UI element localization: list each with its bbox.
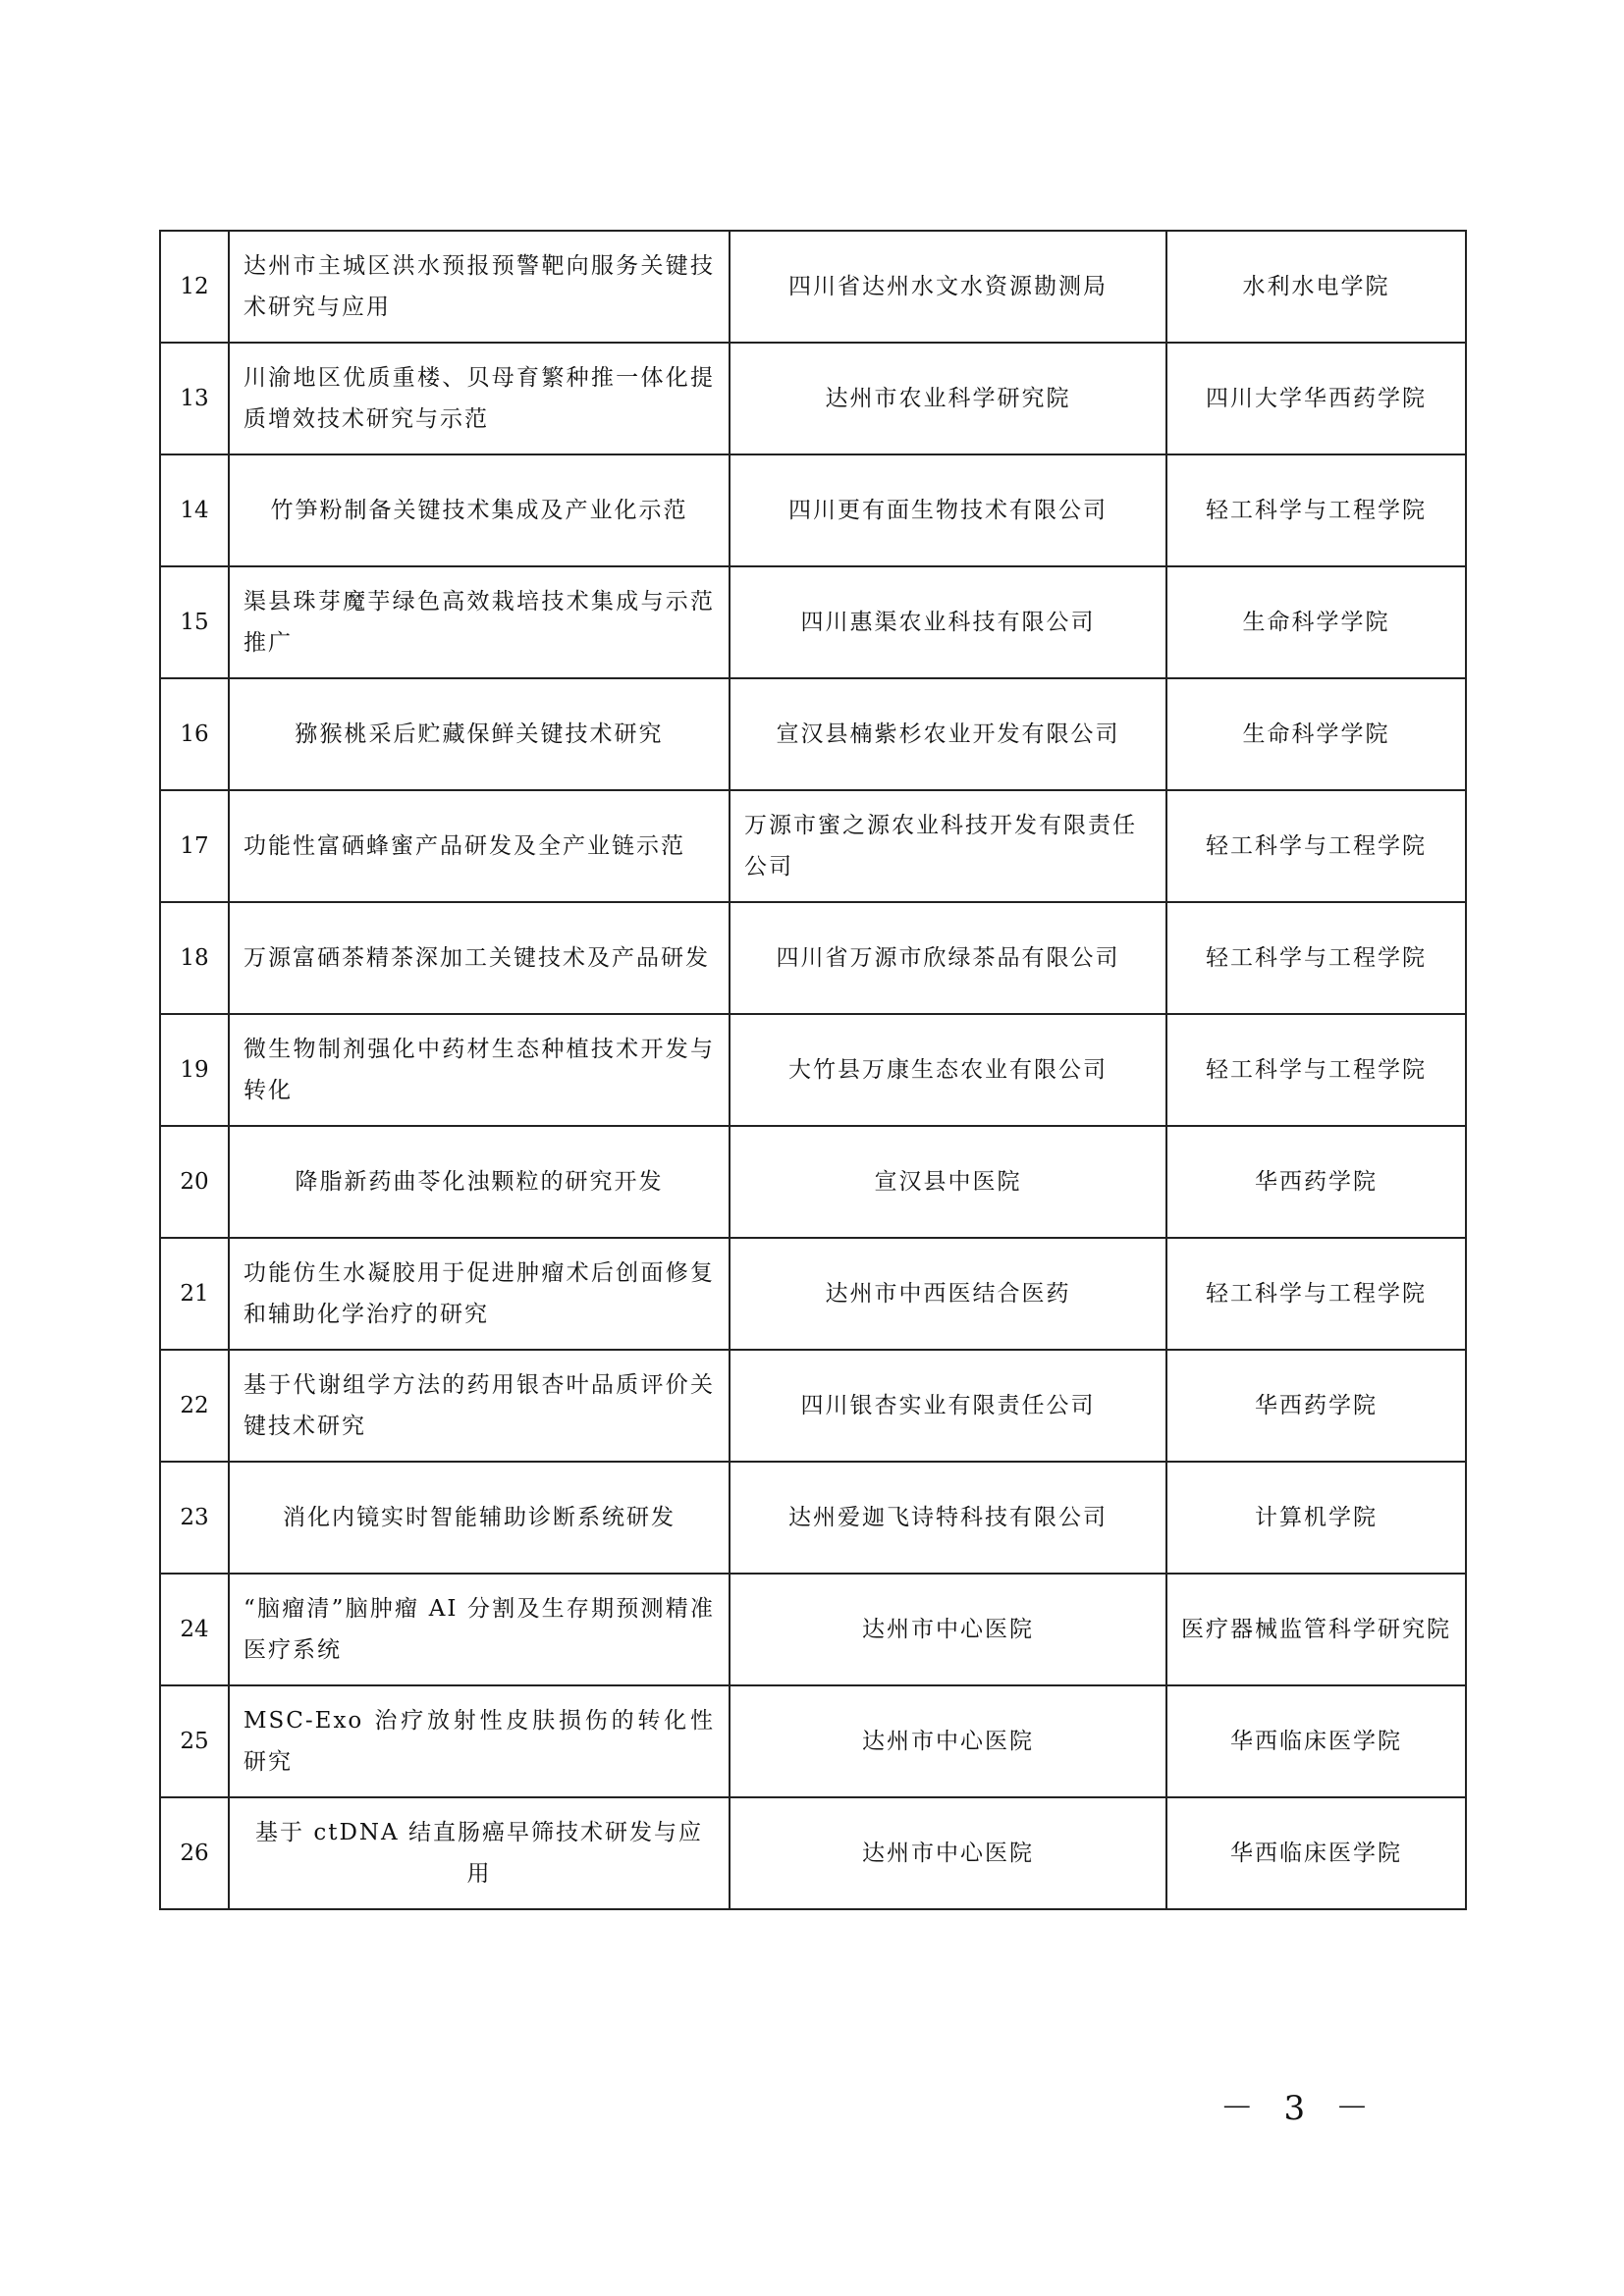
row-number: 24	[160, 1574, 229, 1685]
cooperating-unit: 万源市蜜之源农业科技开发有限责任公司	[730, 790, 1166, 902]
college: 华西临床医学院	[1166, 1685, 1466, 1797]
college: 医疗器械监管科学研究院	[1166, 1574, 1466, 1685]
table-row	[160, 1574, 1466, 1685]
table-row	[160, 1126, 1466, 1238]
project-table	[159, 230, 1467, 1910]
table-row	[160, 566, 1466, 678]
table-row	[160, 454, 1466, 566]
row-number: 20	[160, 1126, 229, 1238]
project-title: 消化内镜实时智能辅助诊断系统研发	[229, 1462, 730, 1574]
project-title: “脑瘤清”脑肿瘤 AI 分割及生存期预测精准医疗系统	[229, 1574, 730, 1685]
table-row	[160, 1797, 1466, 1909]
table-row	[160, 231, 1466, 343]
row-number: 14	[160, 454, 229, 566]
cooperating-unit: 达州市中西医结合医药	[730, 1238, 1166, 1350]
table-row	[160, 1014, 1466, 1126]
project-title: 基于 ctDNA 结直肠癌早筛技术研发与应用	[229, 1797, 730, 1909]
college: 华西药学院	[1166, 1350, 1466, 1462]
project-title: 渠县珠芽魔芋绿色高效栽培技术集成与示范推广	[229, 566, 730, 678]
college: 轻工科学与工程学院	[1166, 454, 1466, 566]
college: 生命科学学院	[1166, 566, 1466, 678]
project-title: MSC-Exo 治疗放射性皮肤损伤的转化性研究	[229, 1685, 730, 1797]
row-number: 23	[160, 1462, 229, 1574]
table-row	[160, 1350, 1466, 1462]
row-number: 18	[160, 902, 229, 1014]
college: 轻工科学与工程学院	[1166, 790, 1466, 902]
project-title: 降脂新药曲苓化浊颗粒的研究开发	[229, 1126, 730, 1238]
table-row	[160, 1685, 1466, 1797]
cooperating-unit: 四川惠渠农业科技有限公司	[730, 566, 1166, 678]
row-number: 21	[160, 1238, 229, 1350]
college: 生命科学学院	[1166, 678, 1466, 790]
row-number: 19	[160, 1014, 229, 1126]
table-row	[160, 790, 1466, 902]
row-number: 15	[160, 566, 229, 678]
college: 华西临床医学院	[1166, 1797, 1466, 1909]
table-row	[160, 902, 1466, 1014]
project-title: 川渝地区优质重楼、贝母育繁种推一体化提质增效技术研究与示范	[229, 343, 730, 454]
cooperating-unit: 宣汉县楠紫杉农业开发有限公司	[730, 678, 1166, 790]
college: 轻工科学与工程学院	[1166, 1238, 1466, 1350]
row-number: 16	[160, 678, 229, 790]
project-title: 微生物制剂强化中药材生态种植技术开发与转化	[229, 1014, 730, 1126]
cooperating-unit: 四川省万源市欣绿茶品有限公司	[730, 902, 1166, 1014]
project-title: 达州市主城区洪水预报预警靶向服务关键技术研究与应用	[229, 231, 730, 343]
project-title: 猕猴桃采后贮藏保鲜关键技术研究	[229, 678, 730, 790]
row-number: 17	[160, 790, 229, 902]
college: 水利水电学院	[1166, 231, 1466, 343]
row-number: 26	[160, 1797, 229, 1909]
project-title: 功能性富硒蜂蜜产品研发及全产业链示范	[229, 790, 730, 902]
table-row	[160, 1238, 1466, 1350]
project-title: 基于代谢组学方法的药用银杏叶品质评价关键技术研究	[229, 1350, 730, 1462]
college: 轻工科学与工程学院	[1166, 902, 1466, 1014]
cooperating-unit: 四川更有面生物技术有限公司	[730, 454, 1166, 566]
cooperating-unit: 四川省达州水文水资源勘测局	[730, 231, 1166, 343]
cooperating-unit: 达州爱迦飞诗特科技有限公司	[730, 1462, 1166, 1574]
project-title: 功能仿生水凝胶用于促进肿瘤术后创面修复和辅助化学治疗的研究	[229, 1238, 730, 1350]
college: 四川大学华西药学院	[1166, 343, 1466, 454]
cooperating-unit: 达州市中心医院	[730, 1574, 1166, 1685]
table-row	[160, 678, 1466, 790]
row-number: 22	[160, 1350, 229, 1462]
college: 计算机学院	[1166, 1462, 1466, 1574]
row-number: 25	[160, 1685, 229, 1797]
table-row	[160, 1462, 1466, 1574]
cooperating-unit: 达州市农业科学研究院	[730, 343, 1166, 454]
college: 华西药学院	[1166, 1126, 1466, 1238]
college: 轻工科学与工程学院	[1166, 1014, 1466, 1126]
cooperating-unit: 大竹县万康生态农业有限公司	[730, 1014, 1166, 1126]
row-number: 12	[160, 231, 229, 343]
project-title: 万源富硒茶精茶深加工关键技术及产品研发	[229, 902, 730, 1014]
page-number: － 3 －	[1219, 2089, 1379, 2128]
cooperating-unit: 达州市中心医院	[730, 1685, 1166, 1797]
cooperating-unit: 宣汉县中医院	[730, 1126, 1166, 1238]
table-row	[160, 343, 1466, 454]
cooperating-unit: 达州市中心医院	[730, 1797, 1166, 1909]
row-number: 13	[160, 343, 229, 454]
project-title: 竹笋粉制备关键技术集成及产业化示范	[229, 454, 730, 566]
cooperating-unit: 四川银杏实业有限责任公司	[730, 1350, 1166, 1462]
